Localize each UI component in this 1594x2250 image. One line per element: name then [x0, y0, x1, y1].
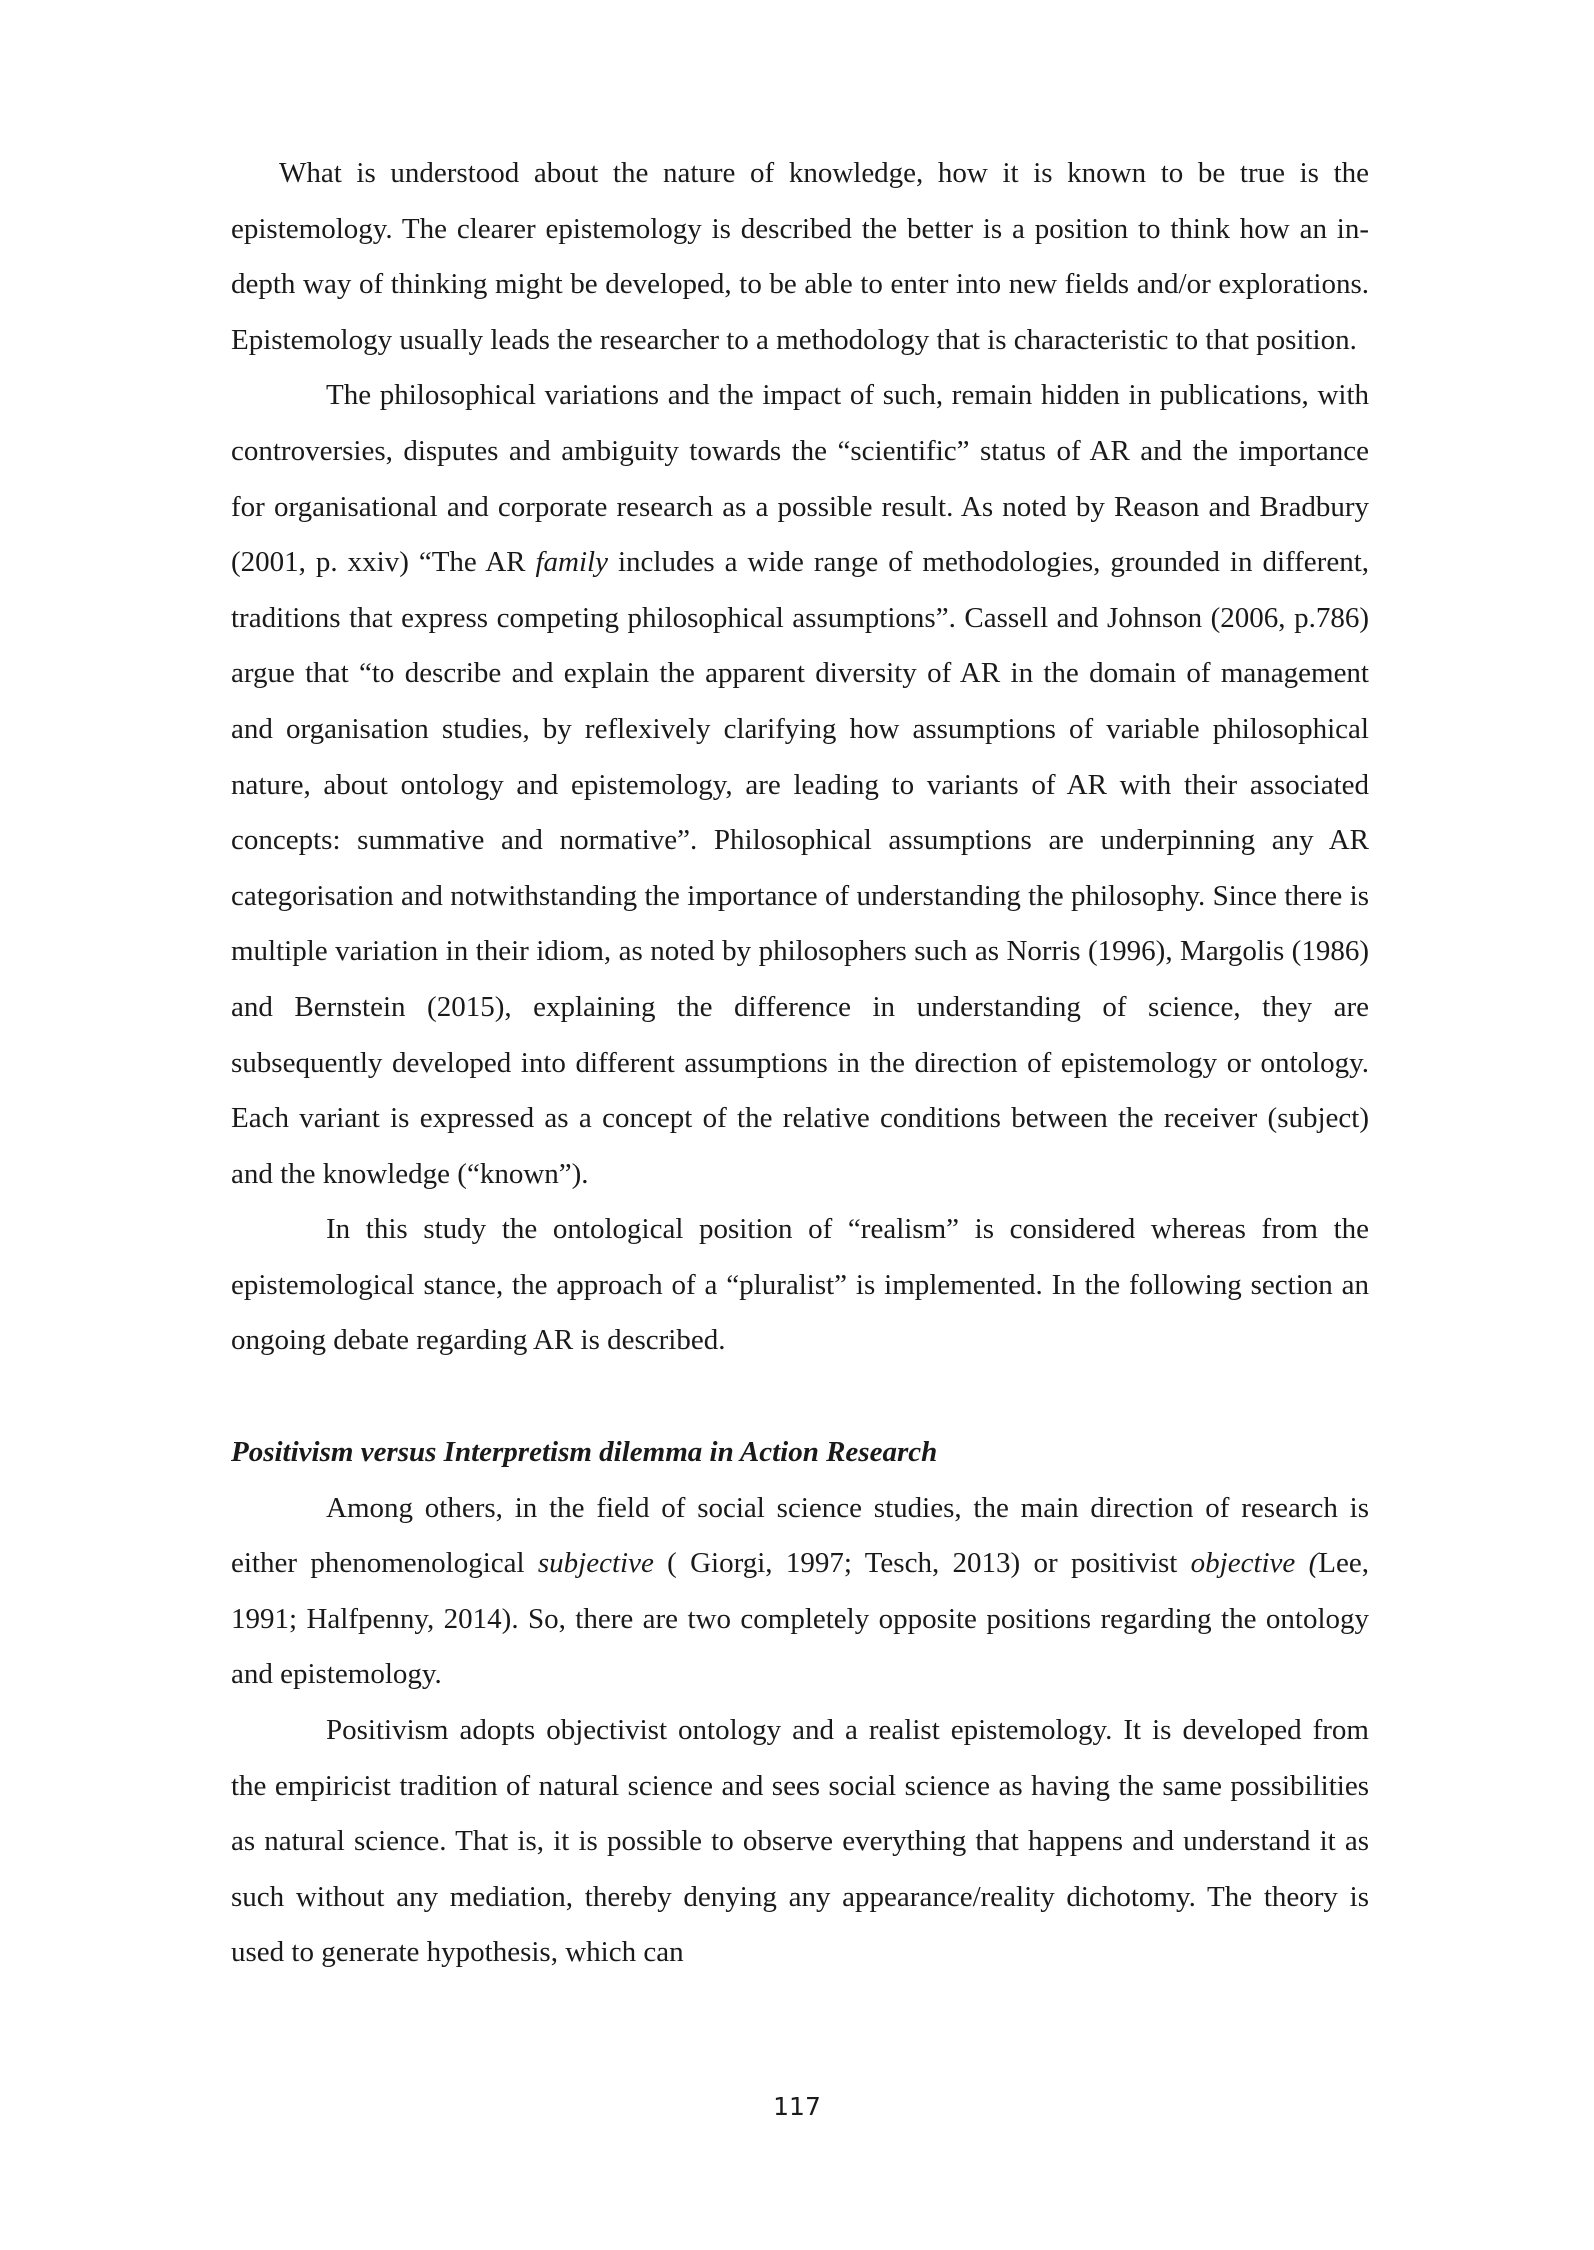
paragraph-text: includes a wide range of methodologies, grounded in different, traditions that express competing philosophical assumptions”. Cassell and Johnson (2006, p.786) argue that “to describe and explain the apparent diversity of AR in the domain of management and organisation studies, by reflexively clarifying how assumptions of variable philosophical nature, about ontology and epistemology, are leading to variants of AR with their associated concepts: summative and normative”. Philosophical assumptions are underpinning any AR categorisation and notwithstanding the importance of understanding the philosophy. Since there is multiple variation in their idiom, as noted by philosophers such as Norris (1996), Margolis (1986) and Bernstein (2015), explaining the difference in understanding of science, they are subsequently developed into different assumptions in the direction of epistemology or ontology. Each variant is expressed as a concept of the relative conditions between the receiver (subject) and the knowledge (“known”).: [231, 546, 1370, 1190]
paragraph-positivism: [231, 1703, 1369, 1981]
emphasis-subjective: subjective: [537, 1547, 654, 1580]
paragraph-text: What is understood about the nature of knowledge, how it is known to be true is the epistemology. The clearer epistemology is described the better is a position to think how an in-depth way of thinking might be developed, to be able to enter into new fields and/or explorations. Epistemology usually leads the researcher to a methodology that is characteristic to that position.: [231, 157, 1369, 356]
emphasis-family: family: [535, 546, 608, 579]
paragraph-text: In this study the ontological position of “realism” is considered whereas from the epistemological stance, the approach of a “pluralist” is implemented. In the following section an ongoing debate regarding AR is described.: [231, 1213, 1369, 1357]
emphasis-objective: objective (: [1190, 1547, 1319, 1580]
paragraph-text: Positivism adopts objectivist ontology and a realist epistemology. It is developed from the empiricist tradition of natural science and sees social science as having the same possibilities as natural science. That is, it is possible to observe everything that happens and understand it as such without any mediation, thereby denying any appearance/reality dichotomy. The theory is used to generate hypothesis, which can: [231, 1714, 1369, 1969]
page-number: 117: [773, 2092, 821, 2121]
paragraph-epistemology: [231, 146, 1369, 368]
paragraph-social-science: [231, 1481, 1369, 1703]
paragraph-text: ( Giorgi, 1997; Tesch, 2013) or positivist: [653, 1547, 1191, 1580]
body-text: [231, 146, 1369, 1981]
paragraph-realism: [231, 1202, 1369, 1369]
paragraph-text: The philosophical variations and the impact of such, remain hidden in publications, with controversies, disputes and ambiguity towards the “scientific” status of AR and the importance for organisational and corporate research as a possible result. As noted by Reason and Bradbury (2001, p. xxiv) “The AR: [231, 379, 1369, 579]
paragraph-text: Lee, 1991; Halfpenny, 2014). So, there are two completely opposite positions regarding the ontology and epistemology.: [231, 1547, 1369, 1691]
paragraph-text: Among others, in the field of social science studies, the main direction of research is either phenomenological: [231, 1491, 1369, 1580]
section-heading: Positivism versus Interpretism dilemma in Action Research: [231, 1436, 938, 1469]
paragraph-philosophical-variations: [231, 368, 1369, 1202]
